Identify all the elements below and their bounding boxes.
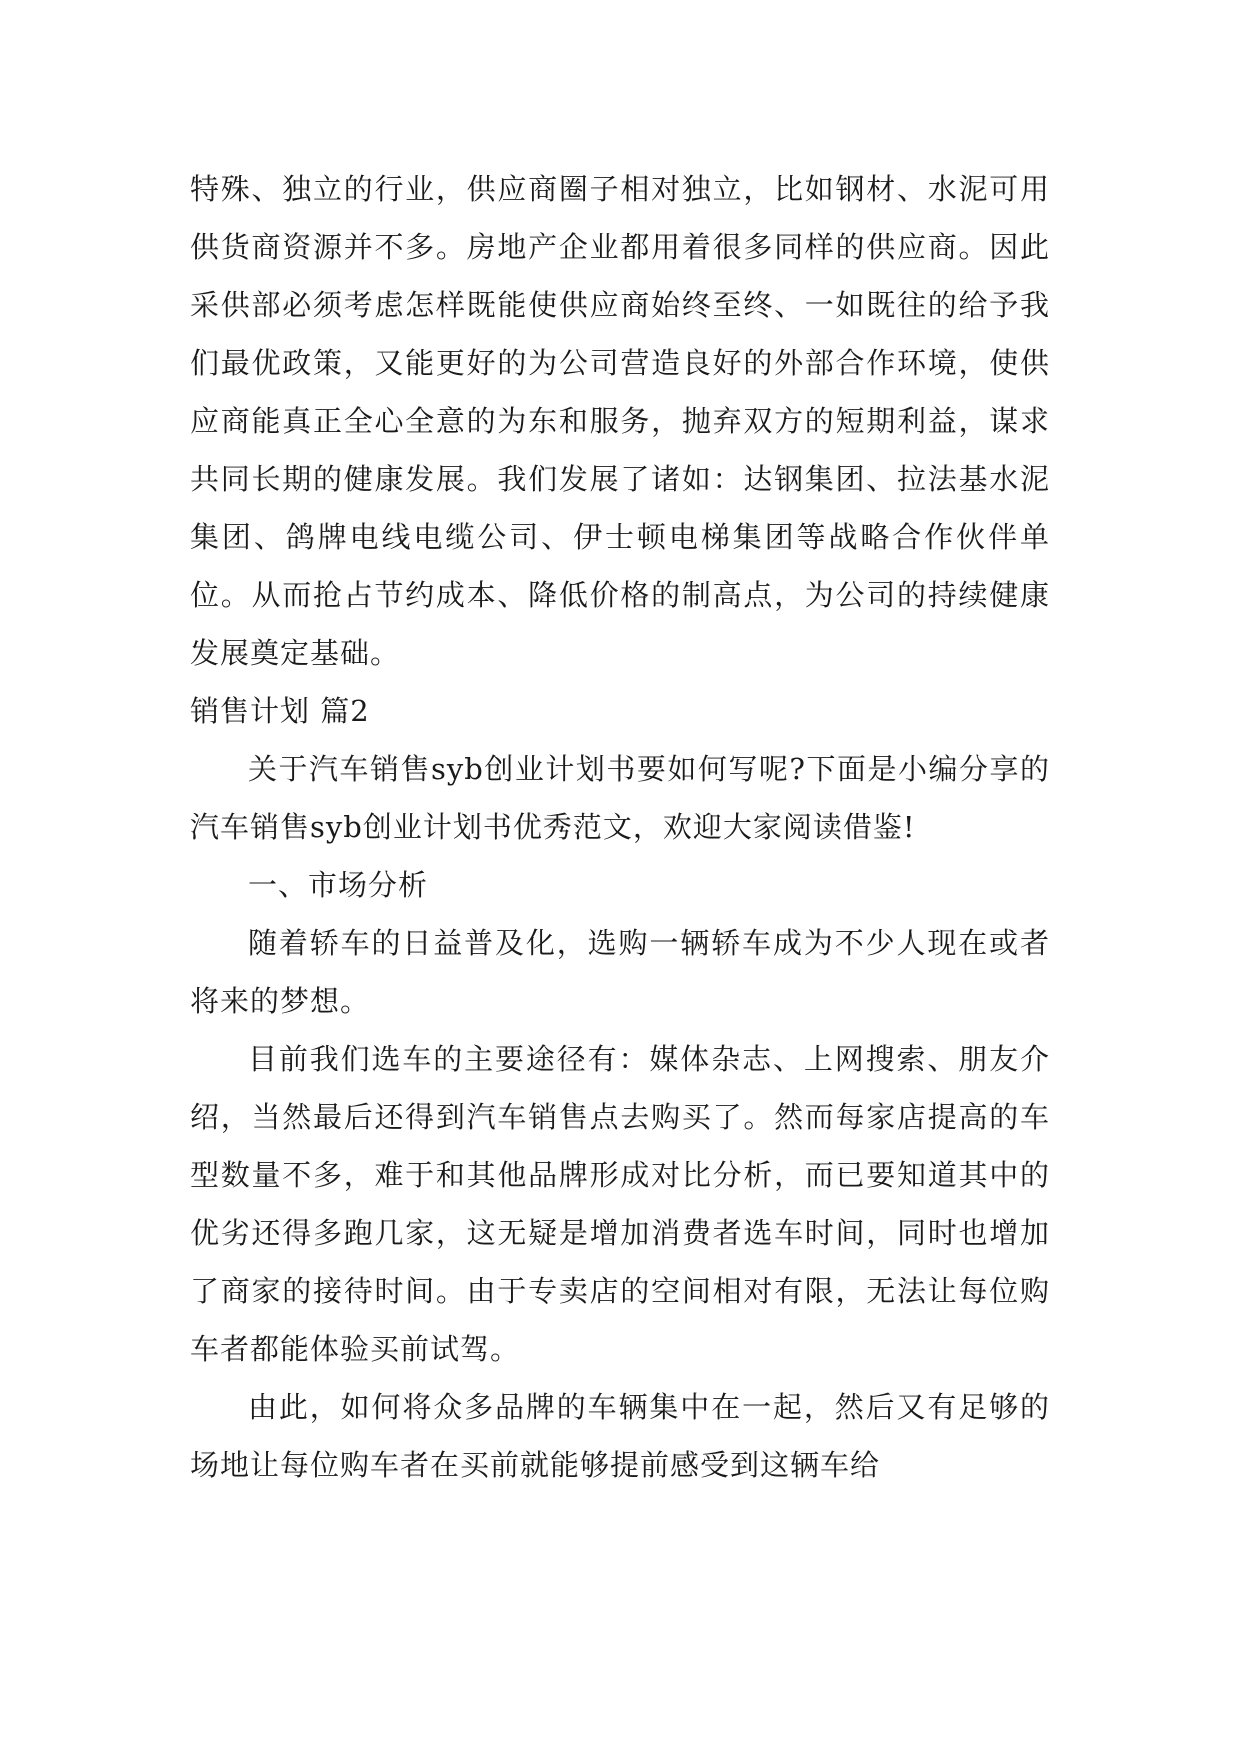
paragraph-popularity: 随着轿车的日益普及化，选购一辆轿车成为不少人现在或者将来的梦想。 bbox=[190, 926, 1050, 1018]
paragraph-supplier: 特殊、独立的行业，供应商圈子相对独立，比如钢材、水泥可用供货商资源并不多。房地产企业都用着很多同样的供应商。因此采供部必须考虑怎样既能使供应商始终至终、一如既往的给予我们最优政策，又能更好的为公司营造良好的外部合作环境，使供应商能真正全心全意的为东和服务，抛弃双方的短期利益，谋求共同长期的健康发展。我们发展了诸如：达钢集团、拉法基水泥集团、鸽牌电线电缆公司、伊士顿电梯集团等战略合作伙伴单位。从而抢占节约成本、降低价格的制高点，为公司的持续健康发展奠定基础。 bbox=[190, 172, 1050, 670]
document-page bbox=[190, 160, 1050, 1494]
paragraph-channels: 目前我们选车的主要途径有：媒体杂志、上网搜索、朋友介绍，当然最后还得到汽车销售点去购买了。然而每家店提高的车型数量不多，难于和其他品牌形成对比分析，而已要知道其中的优劣还得多跑几家，这无疑是增加消费者选车时间，同时也增加了商家的接待时间。由于专卖店的空间相对有限，无法让每位购车者都能体验买前试驾。 bbox=[190, 1042, 1050, 1366]
section-heading: 销售计划 篇2 bbox=[190, 694, 370, 728]
paragraph-intro: 关于汽车销售syb创业计划书要如何写呢?下面是小编分享的汽车销售syb创业计划书优秀范文，欢迎大家阅读借鉴! bbox=[190, 752, 1050, 844]
paragraph-conclusion: 由此，如何将众多品牌的车辆集中在一起，然后又有足够的场地让每位购车者在买前就能够提前感受到这辆车给 bbox=[190, 1390, 1050, 1482]
subheading-market-analysis: 一、市场分析 bbox=[248, 868, 429, 902]
